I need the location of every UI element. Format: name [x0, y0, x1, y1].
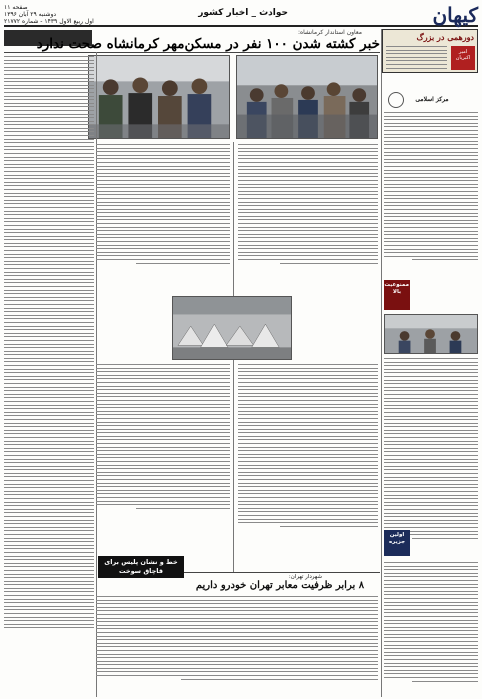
- photo-tents: [172, 296, 292, 360]
- promo-box: [382, 29, 478, 73]
- main-story-column-2: [96, 144, 230, 294]
- box-line-2: قاچاق سوخت: [119, 567, 163, 575]
- bottom-headline: ۸ برابر ظرفیت معابر تهران خودرو داریم: [195, 580, 365, 591]
- section-title: حوادث _ اخبار کشور: [198, 8, 288, 18]
- issue-number: اول ربیع الاول ۱۴۳۹ - شماره ۲۱۷۷۲: [4, 18, 94, 25]
- main-story-column-1: [238, 144, 378, 294]
- photo-right-column: [384, 314, 478, 354]
- rule-right-column: [381, 29, 382, 697]
- promo-text: [386, 46, 447, 71]
- page-number: صفحه ۱۱: [4, 4, 28, 11]
- story-column-3: [238, 364, 378, 570]
- rule-top: [4, 52, 380, 53]
- photo-officials: [88, 55, 230, 139]
- main-headline: خبر کشته شدن ۱۰۰ نفر در مسکن‌مهر کرمانشاه صحت ندارد: [36, 36, 380, 52]
- bottom-story-body: [96, 596, 378, 696]
- left-news-column: [4, 56, 94, 694]
- newspaper-logo: کیهان: [432, 3, 478, 27]
- promo-red-label: امیر اکبریان: [451, 46, 475, 70]
- right-column-text-3: [384, 562, 478, 694]
- side-tag-2: اولین جزیره: [384, 530, 410, 556]
- issue-date: دوشنبه ۲۹ آبان ۱۳۹۶: [4, 11, 57, 18]
- side-tag-1: ممنوعیت بالا: [384, 280, 410, 310]
- masthead: [4, 3, 478, 27]
- story-column-4: [96, 364, 230, 554]
- promo-title: دورهمی در بزرگ: [416, 32, 474, 42]
- fuel-smuggling-box: [98, 556, 184, 578]
- main-kicker: معاون استاندار کرمانشاه:: [298, 29, 362, 36]
- brand-name: مرکز اسلامی: [415, 96, 449, 103]
- issue-info: [4, 4, 94, 25]
- right-column-text-1: [384, 112, 478, 272]
- box-line-1: خط و نشان پلیس برای: [104, 558, 178, 566]
- bottom-kicker: شهردار تهران:: [288, 574, 322, 580]
- right-column-text-2: [384, 358, 478, 558]
- photo-volunteers: [236, 55, 378, 139]
